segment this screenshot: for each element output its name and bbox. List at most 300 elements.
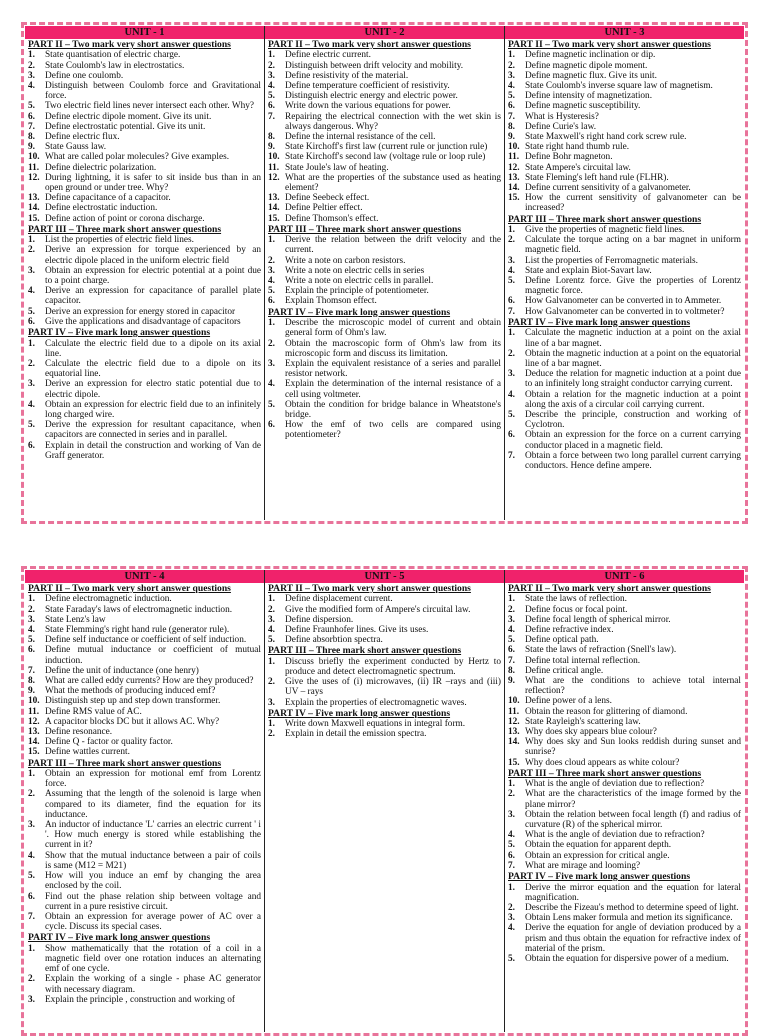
question-text: What is the angle of deviation due to refraction? — [525, 830, 705, 841]
question-text: Show that the mutual inductance between a pair of coils is same (M12 = M21) — [45, 850, 261, 871]
question-text: Define absorbtion spectra. — [285, 635, 383, 646]
question-text: Calculate the torque acting on a bar magnet in uniform magnetic field. — [525, 235, 741, 256]
question-item — [508, 666, 741, 676]
question-text: Define intensity of magnetization. — [525, 91, 653, 102]
question-text: State right hand thumb rule. — [525, 142, 630, 153]
question-item — [508, 635, 741, 645]
question-text: Write a note on electric cells in series — [285, 265, 425, 276]
question-item — [508, 789, 741, 809]
question-item — [268, 605, 501, 615]
question-item — [268, 173, 501, 193]
question-number: 2. — [268, 677, 275, 688]
question-item — [268, 163, 501, 173]
question-number: 6. — [28, 645, 35, 656]
question-number: 1. — [508, 594, 515, 605]
question-number: 13. — [28, 727, 40, 738]
question-text: What are the conditions to achieve total internal reflection? — [525, 676, 741, 697]
question-text: List the properties of electric field lines. — [45, 235, 194, 246]
question-list — [28, 944, 261, 1005]
question-item — [28, 339, 261, 359]
question-text: Define power of a lens. — [525, 696, 612, 707]
question-text: Define total internal reflection. — [525, 655, 641, 666]
question-item — [268, 286, 501, 296]
unit-title: UNIT - 5 — [265, 570, 504, 583]
question-item — [28, 173, 261, 193]
question-text: How the emf of two cells are compared using potentiometer? — [285, 420, 501, 441]
question-item — [508, 61, 741, 71]
question-number: 5. — [268, 399, 275, 410]
question-number: 4. — [508, 830, 515, 841]
question-item — [268, 193, 501, 203]
question-number: 3. — [508, 255, 515, 266]
question-item — [268, 594, 501, 604]
question-text: Derive the relation between the drift velocity and the current. — [285, 235, 501, 256]
question-number: 6. — [28, 440, 35, 451]
question-text: Derive the expression for resultant capacitance, when capacitors are connected in series and in parallel. — [45, 420, 261, 441]
question-number: 3. — [508, 913, 515, 924]
question-item — [28, 666, 261, 676]
question-text: Define electric dipole moment. Give its unit. — [45, 111, 212, 122]
question-number: 15. — [508, 193, 520, 204]
question-number: 10. — [508, 142, 520, 153]
question-item — [28, 317, 261, 327]
question-number: 6. — [508, 101, 515, 112]
question-number: 1. — [268, 656, 275, 667]
question-list — [268, 235, 501, 306]
question-item — [508, 410, 741, 430]
question-text: Define current sensitivity of a galvanometer. — [525, 183, 691, 194]
unit-column — [504, 26, 744, 520]
question-item — [268, 142, 501, 152]
question-item — [268, 61, 501, 71]
question-text: Define the unit of inductance (one henry) — [45, 665, 199, 676]
question-number: 3. — [508, 369, 515, 380]
question-item — [508, 183, 741, 193]
unit-column — [25, 570, 264, 1032]
question-item — [28, 676, 261, 686]
section-heading: PART IV – Five mark long answer questions — [28, 932, 211, 944]
question-text: Show mathematically that the rotation of a coil in a magnetic field over one rotation induces an alternating emf of one cycle. — [45, 943, 261, 975]
question-item — [508, 727, 741, 737]
question-item — [508, 256, 741, 266]
unit-title: UNIT - 6 — [505, 570, 744, 583]
question-text: Explain in detail the emission spectra. — [285, 729, 427, 740]
question-text: Define Curie's law. — [525, 121, 597, 132]
question-list — [28, 235, 261, 327]
question-text: Define RMS value of AC. — [45, 706, 142, 717]
question-item — [508, 266, 741, 276]
question-number: 4. — [508, 625, 515, 636]
section-heading: PART II – Two mark very short answer questions — [508, 39, 711, 50]
question-text: State the laws of refraction (Snell's law). — [525, 645, 677, 656]
question-number: 1. — [508, 225, 515, 236]
question-text: Define refractive index. — [525, 625, 614, 636]
question-number: 2. — [508, 235, 515, 246]
question-item — [508, 830, 741, 840]
question-item — [508, 923, 741, 954]
question-number: 5. — [268, 286, 275, 297]
question-number: 10. — [268, 152, 280, 163]
question-text: What are the characteristics of the image formed by the plane mirror? — [525, 789, 741, 810]
question-text: Define resonance. — [45, 727, 113, 738]
section-heading: PART II – Two mark very short answer questions — [268, 583, 471, 594]
question-item — [268, 379, 501, 399]
question-item — [508, 594, 741, 604]
question-number: 4. — [28, 625, 35, 636]
question-item — [508, 369, 741, 389]
question-number: 5. — [508, 409, 515, 420]
question-item — [28, 727, 261, 737]
question-number: 2. — [508, 60, 515, 71]
question-text: Write a note on electric cells in parallel. — [285, 276, 434, 287]
question-number: 2. — [508, 789, 515, 800]
question-text: Obtain the equation for apparent depth. — [525, 840, 672, 851]
question-text: Define action of point or corona discharge. — [45, 213, 205, 224]
question-text: Distinguish between Coulomb force and Gravitational force. — [45, 81, 261, 102]
question-item — [28, 892, 261, 912]
question-number: 6. — [28, 891, 35, 902]
question-item — [268, 266, 501, 276]
question-number: 12. — [508, 162, 520, 173]
question-item — [28, 132, 261, 142]
question-text: Deduce the relation for magnetic induction at a point due to an infinitely long straight conductor carrying current. — [525, 369, 741, 390]
question-item — [508, 810, 741, 830]
question-text: Explain the determination of the internal resistance of a cell using voltmeter. — [285, 379, 501, 400]
unit-title: UNIT - 2 — [265, 26, 504, 39]
section-heading: PART II – Two mark very short answer questions — [268, 39, 471, 50]
question-item — [28, 717, 261, 727]
question-item — [268, 615, 501, 625]
question-list — [508, 225, 741, 317]
question-text: Repairing the electrical connection with the wet skin is always dangerous. Why? — [285, 111, 501, 132]
question-number: 10. — [28, 696, 40, 707]
section-heading: PART IV – Five mark long answer questions — [508, 316, 691, 328]
question-item — [508, 142, 741, 152]
question-item — [508, 307, 741, 317]
question-item — [28, 974, 261, 994]
question-text: State Lenz's law — [45, 614, 106, 625]
question-number: 2. — [28, 604, 35, 615]
question-text: Obtain the equation for dispersive power of a medium. — [525, 953, 729, 964]
question-item — [28, 163, 261, 173]
question-number: 2. — [28, 358, 35, 369]
question-item — [268, 235, 501, 255]
question-text: What the methods of producing induced emf? — [45, 686, 216, 697]
question-text: Obtain an expression for electric potential at a point due to a point charge. — [45, 265, 261, 287]
question-item — [28, 122, 261, 132]
question-text: Define the internal resistance of the cell. — [285, 132, 436, 143]
question-number: 11. — [508, 706, 520, 717]
question-text: What are mirage and looming? — [525, 860, 641, 871]
question-item — [28, 769, 261, 789]
question-number: 3. — [268, 265, 275, 276]
question-number: 1. — [28, 235, 35, 246]
question-number: 9. — [268, 142, 275, 153]
question-item — [28, 203, 261, 213]
question-number: 6. — [508, 645, 515, 656]
question-text: Calculate the electric field due to a dipole on its axial line. — [45, 338, 261, 359]
question-number: 2. — [508, 348, 515, 359]
question-item — [28, 737, 261, 747]
question-text: List the properties of Ferromagnetic materials. — [525, 255, 698, 266]
question-text: Explain the principle , construction and working of — [45, 994, 236, 1005]
question-number: 1. — [268, 50, 275, 61]
question-item — [268, 296, 501, 306]
question-item — [28, 81, 261, 101]
question-text: How Galvanometer can be converted in to Ammeter. — [525, 296, 722, 307]
question-list — [508, 50, 741, 213]
question-text: Derive an expression for torque experienced by an electric dipole placed in the uniform electric field — [45, 245, 261, 266]
question-number: 3. — [508, 70, 515, 81]
question-number: 8. — [508, 665, 515, 676]
question-text: Define focus or focal point. — [525, 604, 628, 615]
question-text: Define Fraunhofer lines. Give its uses. — [285, 625, 429, 636]
question-text: Define electric current. — [285, 50, 371, 61]
question-item — [508, 163, 741, 173]
question-text: Describe the principle, construction and working of Cyclotron. — [525, 409, 741, 431]
question-number: 14. — [508, 737, 520, 748]
question-number: 5. — [508, 953, 515, 964]
question-text: Define Lorentz force. Give the properties of Lorentz magnetic force. — [525, 276, 741, 297]
question-text: How the current sensitivity of galvanometer can be increased? — [525, 193, 741, 214]
section-heading: PART III – Three mark short answer questions — [268, 223, 462, 235]
question-number: 3. — [508, 809, 515, 820]
question-item — [508, 349, 741, 369]
question-number: 13. — [268, 193, 280, 204]
question-text: Define capacitance of a capacitor. — [45, 193, 171, 204]
question-text: Give the uses of (i) microwaves, (ii) IR –rays and (iii) UV – rays — [285, 677, 501, 698]
question-list — [28, 769, 261, 932]
question-item — [268, 719, 501, 729]
question-text: Define displacement current. — [285, 594, 393, 605]
question-item — [508, 132, 741, 142]
question-number: 4. — [508, 923, 515, 934]
question-number: 4. — [268, 81, 275, 92]
question-number: 7. — [508, 860, 515, 871]
question-text: State Ampere's circuital law. — [525, 162, 631, 173]
question-item — [268, 677, 501, 697]
question-text: Define magnetic dipole moment. — [525, 60, 648, 71]
question-number: 4. — [508, 265, 515, 276]
question-number: 15. — [508, 757, 520, 768]
question-number: 1. — [268, 719, 275, 730]
question-item — [28, 379, 261, 399]
question-item — [508, 717, 741, 727]
question-item — [28, 605, 261, 615]
question-text: Obtain an expression for average power of AC over a cycle. Discuss its special cases. — [45, 911, 261, 933]
question-text: Distinguish step up and step down transformer. — [45, 696, 221, 707]
question-number: 11. — [268, 162, 280, 173]
question-item — [508, 451, 741, 471]
section-heading: PART II – Two mark very short answer questions — [28, 39, 231, 50]
question-item — [28, 625, 261, 635]
question-number: 7. — [28, 911, 35, 922]
question-text: Define self inductance or coefficient of self induction. — [45, 635, 247, 646]
question-item — [28, 696, 261, 706]
question-number: 4. — [268, 379, 275, 390]
question-item — [28, 420, 261, 440]
question-item — [28, 400, 261, 420]
question-text: Define Bohr magneton. — [525, 152, 613, 163]
question-text: State Faraday's laws of electromagnetic induction. — [45, 604, 233, 615]
question-text: Obtain an expression for motional emf from Lorentz force. — [45, 769, 261, 790]
section-heading: PART III – Three mark short answer questions — [508, 767, 702, 779]
question-item — [28, 441, 261, 461]
unit-column — [504, 570, 744, 1032]
question-item — [28, 594, 261, 604]
question-number: 3. — [28, 70, 35, 81]
question-text: Obtain an expression for electric field due to an infinitely long charged wire. — [45, 399, 261, 420]
question-text: Describe the Fizeau's method to determine speed of light. — [525, 902, 739, 913]
question-number: 8. — [508, 121, 515, 132]
question-number: 2. — [268, 604, 275, 615]
question-number: 11. — [508, 152, 520, 163]
question-number: 3. — [28, 265, 35, 276]
question-item — [268, 71, 501, 81]
question-item — [268, 635, 501, 645]
question-number: 4. — [268, 625, 275, 636]
question-text: What are the properties of the substance used as heating element? — [285, 172, 501, 194]
question-number: 15. — [28, 213, 40, 224]
question-text: Why does sky appears blue colour? — [525, 727, 657, 738]
question-item — [508, 328, 741, 348]
question-list — [508, 328, 741, 471]
section-heading: PART IV – Five mark long answer questions — [268, 306, 451, 318]
question-number: 1. — [268, 235, 275, 246]
question-text: Explain the equivalent resistance of a series and parallel resistor network. — [285, 358, 501, 380]
question-number: 13. — [508, 172, 520, 183]
question-item — [508, 152, 741, 162]
question-text: Find out the phase relation ship between voltage and current in a pure resistive circuit. — [45, 891, 261, 912]
question-item — [28, 944, 261, 975]
question-number: 1. — [268, 318, 275, 329]
question-text: Two electric field lines never intersect each other. Why? — [45, 101, 255, 112]
question-text: What are called eddy currents? How are they produced? — [45, 676, 254, 687]
question-number: 13. — [508, 727, 520, 738]
question-number: 1. — [28, 769, 35, 780]
unit-column — [264, 26, 504, 520]
question-list — [508, 779, 741, 871]
question-item — [508, 656, 741, 666]
question-text: What is Hysteresis? — [525, 111, 599, 122]
question-item — [28, 645, 261, 665]
question-text: Distinguish between drift velocity and mobility. — [285, 60, 464, 71]
question-number: 11. — [28, 706, 40, 717]
question-number: 3. — [268, 614, 275, 625]
question-number: 2. — [28, 60, 35, 71]
section-heading: PART IV – Five mark long answer questions — [268, 707, 451, 719]
question-number: 3. — [508, 614, 515, 625]
question-number: 1. — [508, 328, 515, 339]
question-text: Define electric flux. — [45, 132, 120, 143]
question-list — [268, 594, 501, 645]
question-text: Derive an expression for energy stored in capacitor — [45, 306, 236, 317]
question-text: Derive an expression for capacitance of parallel plate capacitor. — [45, 286, 261, 307]
question-number: 3. — [28, 379, 35, 390]
question-number: 14. — [268, 203, 280, 214]
question-number: 8. — [28, 132, 35, 143]
question-text: State Coulomb's inverse square law of magnetism. — [525, 81, 713, 92]
question-text: Define resistivity of the material. — [285, 70, 409, 81]
section-heading: PART II – Two mark very short answer questions — [508, 583, 711, 594]
question-item — [28, 871, 261, 891]
question-text: Explain the principle of potentiometer. — [285, 286, 429, 297]
question-item — [508, 883, 741, 903]
question-text: Define Peltier effect. — [285, 203, 363, 214]
question-list — [508, 883, 741, 965]
question-number: 9. — [508, 132, 515, 143]
question-text: Explain the properties of electromagnetic waves. — [285, 697, 467, 708]
question-number: 15. — [268, 213, 280, 224]
question-text: A capacitor blocks DC but it allows AC. Why? — [45, 716, 220, 727]
question-text: Derive an expression for electro static potential due to electric dipole. — [45, 379, 261, 400]
question-number: 1. — [508, 50, 515, 61]
question-item — [268, 112, 501, 132]
question-item — [508, 390, 741, 410]
question-number: 3. — [28, 994, 35, 1005]
question-number: 3. — [268, 697, 275, 708]
question-text: Obtain the macroscopic form of Ohm's law from its microscopic form and discuss its limitation. — [285, 338, 501, 359]
question-number: 8. — [28, 676, 35, 687]
question-item — [508, 696, 741, 706]
question-item — [508, 954, 741, 964]
question-number: 2. — [268, 338, 275, 349]
question-text: An inductor of inductance 'L' carries an electric current ' i '. How much energy is stored while establishing the current in it? — [45, 820, 261, 851]
question-text: Define Thomson's effect. — [285, 213, 379, 224]
question-text: Distinguish electric energy and electric power. — [285, 91, 458, 102]
question-number: 7. — [508, 655, 515, 666]
question-item — [508, 235, 741, 255]
question-text: Define dielectric polarization. — [45, 162, 157, 173]
question-text: What is the angle of deviation due to reflection? — [525, 779, 705, 790]
question-item — [28, 235, 261, 245]
question-text: Give the modified form of Ampere's circuital law. — [285, 604, 471, 615]
question-text: Obtain an expression for critical angle. — [525, 850, 670, 861]
question-list — [268, 318, 501, 440]
question-number: 2. — [268, 60, 275, 71]
question-text: Write a note on carbon resistors. — [285, 255, 406, 266]
section-heading: PART II – Two mark very short answer questions — [28, 583, 231, 594]
question-text: State and explain Biot-Savart law. — [525, 265, 652, 276]
question-text: Explain the working of a single - phase AC generator with necessary diagram. — [45, 974, 261, 995]
question-text: Define critical angle. — [525, 665, 604, 676]
question-text: Define Q - factor or quality factor. — [45, 737, 173, 748]
question-item — [508, 71, 741, 81]
question-number: 1. — [268, 594, 275, 605]
question-item — [508, 112, 741, 122]
question-item — [268, 625, 501, 635]
question-item — [508, 861, 741, 871]
question-text: Define wattles current. — [45, 747, 130, 758]
question-number: 5. — [508, 840, 515, 851]
question-item — [508, 81, 741, 91]
question-item — [268, 101, 501, 111]
question-number: 5. — [28, 635, 35, 646]
question-number: 5. — [28, 871, 35, 882]
question-item — [508, 707, 741, 717]
question-text: Explain Thomson effect. — [285, 296, 377, 307]
question-item — [508, 193, 741, 213]
question-list — [268, 50, 501, 223]
question-text: Define temperature coefficient of resistivity. — [285, 81, 450, 92]
question-number: 13. — [28, 193, 40, 204]
question-item — [268, 729, 501, 739]
question-item — [28, 707, 261, 717]
question-item — [28, 747, 261, 757]
question-item — [508, 276, 741, 296]
question-number: 4. — [508, 389, 515, 400]
question-text: Derive the equation for angle of deviation produced by a prism and thus obtain the equation for refractive index of material of the prism. — [525, 923, 741, 954]
